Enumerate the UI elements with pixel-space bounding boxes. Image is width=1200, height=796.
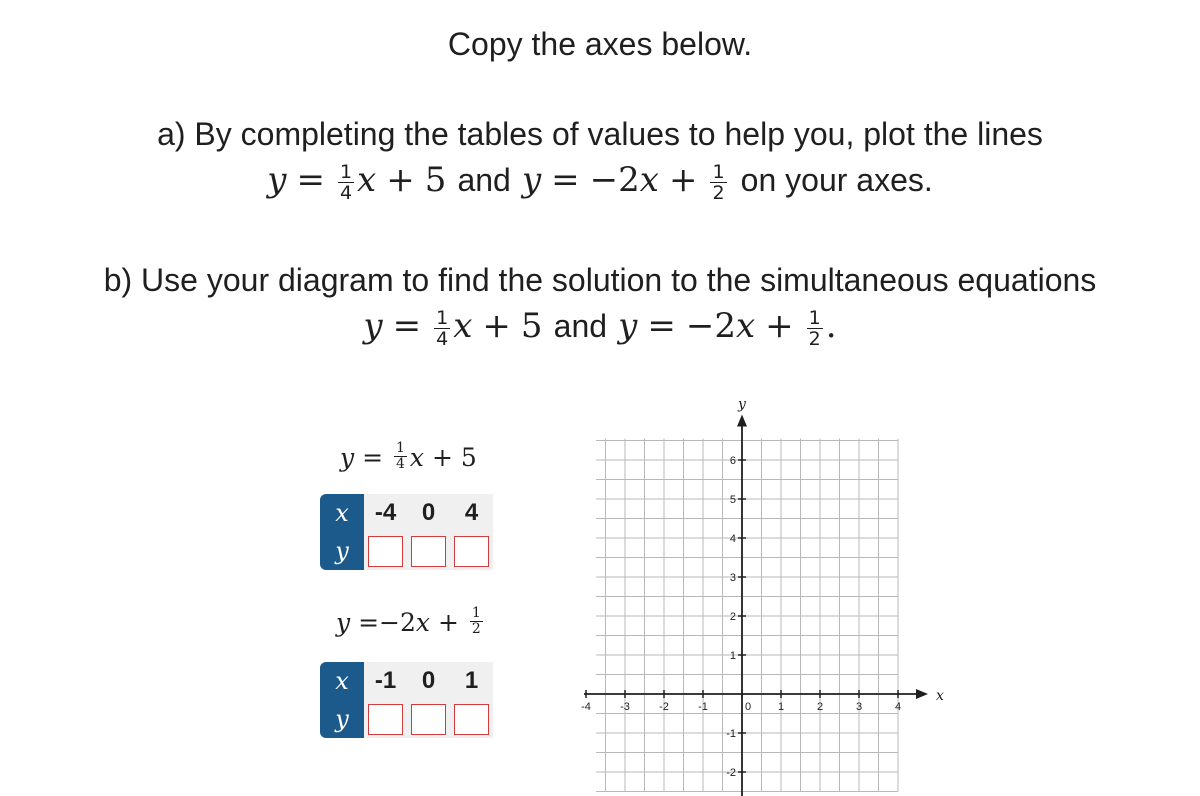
part-b-equations: y = $\frac{1}{4}$ x + 5 and y = −2x + $\frac{1}{2}$ . bbox=[363, 306, 837, 350]
y-tick-label: -1 bbox=[726, 728, 736, 740]
table2-x-value: 0 bbox=[407, 662, 450, 700]
table1-y-header: y bbox=[320, 532, 364, 570]
x-tick-label: 2 bbox=[816, 701, 824, 713]
table1-answer-box[interactable] bbox=[368, 536, 403, 567]
table1-x-value: 0 bbox=[407, 494, 450, 532]
table1-x-value: -4 bbox=[364, 494, 407, 532]
table1-x-header: x bbox=[320, 494, 364, 532]
y-tick-label: 3 bbox=[729, 572, 736, 584]
y-tick-label: 1 bbox=[729, 650, 736, 662]
y-axis-label: y bbox=[738, 396, 746, 413]
table2-y-header: y bbox=[320, 700, 364, 738]
values-table-2 bbox=[320, 662, 493, 738]
x-tick-label: -4 bbox=[581, 701, 591, 713]
table2-x-header: x bbox=[320, 662, 364, 700]
x-tick-label: 1 bbox=[777, 701, 785, 713]
x-tick-label: -1 bbox=[698, 701, 708, 713]
table2-answer-box[interactable] bbox=[454, 704, 489, 735]
table1-title: y = $\frac{1}{4}$ x + 5 bbox=[340, 440, 477, 472]
y-tick-label: 4 bbox=[729, 533, 736, 545]
y-tick-label: 2 bbox=[729, 611, 736, 623]
table1-answer-box[interactable] bbox=[411, 536, 446, 567]
table2-x-value: 1 bbox=[450, 662, 493, 700]
table2-answer-box[interactable] bbox=[368, 704, 403, 735]
table1-answer-box[interactable] bbox=[454, 536, 489, 567]
x-tick-label: -3 bbox=[620, 701, 630, 713]
heading: Copy the axes below. bbox=[447, 26, 753, 62]
y-tick-label: -2 bbox=[726, 767, 736, 779]
x-tick-label: 4 bbox=[894, 701, 902, 713]
y-axis-arrow bbox=[737, 415, 747, 427]
coordinate-grid bbox=[580, 396, 944, 790]
y-tick-label: 5 bbox=[729, 494, 736, 506]
part-a-equations: y = $\frac{1}{4}$ x + 5 and y = −2x + $\frac{1}{2}$ on your axes. bbox=[267, 160, 933, 204]
x-axis-arrow bbox=[916, 689, 928, 699]
x-tick-label: 0 bbox=[744, 701, 752, 713]
table2-title: y =−2x + $\frac{1}{2}$ bbox=[336, 605, 481, 637]
table2-answer-box[interactable] bbox=[411, 704, 446, 735]
table2-x-value: -1 bbox=[364, 662, 407, 700]
x-tick-label: 3 bbox=[855, 701, 863, 713]
table1-x-value: 4 bbox=[450, 494, 493, 532]
part-a-line1: a) By completing the tables of values to help you, plot the lines bbox=[157, 116, 1043, 152]
y-tick-label: 6 bbox=[729, 455, 736, 467]
x-axis-label: x bbox=[936, 688, 944, 704]
part-b-line1: b) Use your diagram to find the solution to the simultaneous equations bbox=[103, 262, 1097, 298]
x-tick-label: -2 bbox=[659, 701, 669, 713]
values-table-1 bbox=[320, 494, 493, 570]
